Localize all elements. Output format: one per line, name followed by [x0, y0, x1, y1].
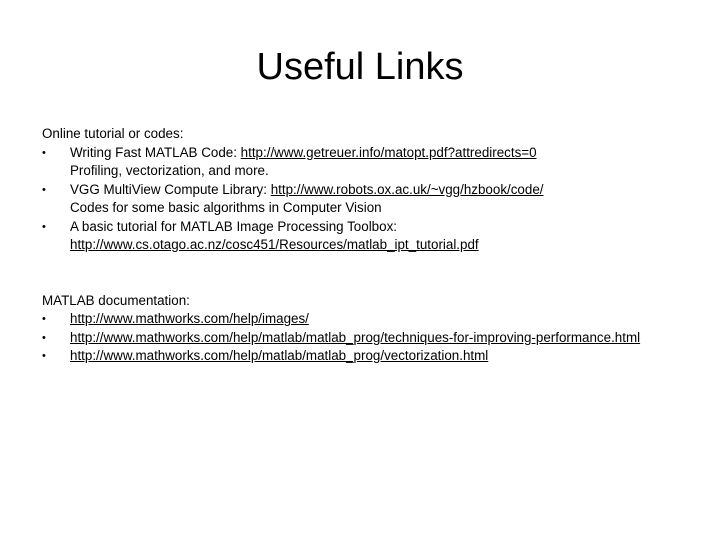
link-mathworks-vectorization[interactable]: http://www.mathworks.com/help/matlab/matlab_prog/vectorization.html	[70, 348, 489, 363]
list-item	[42, 218, 682, 255]
section-heading-documentation: MATLAB documentation:	[42, 292, 190, 308]
item-label: Writing Fast MATLAB Code:	[70, 144, 241, 160]
link-fast-matlab-code[interactable]: http://www.getreuer.info/matopt.pdf?attredirects=0	[240, 144, 537, 160]
slide-title: Useful Links	[256, 46, 464, 88]
documentation-list	[42, 310, 682, 366]
bullet-icon: •	[42, 350, 46, 362]
bullet-icon: •	[42, 220, 46, 233]
link-vgg-library[interactable]: http://www.robots.ox.ac.uk/~vgg/hzbook/code/	[270, 181, 544, 197]
bullet-icon: •	[42, 313, 46, 325]
bullet-icon: •	[42, 146, 46, 159]
section-heading-tutorials: Online tutorial or codes:	[42, 126, 184, 141]
link-matlab-ipt-tutorial[interactable]: http://www.cs.otago.ac.nz/cosc451/Resources/matlab_ipt_tutorial.pdf	[70, 237, 479, 252]
bullet-icon: •	[42, 331, 46, 344]
bullet-icon: •	[42, 183, 46, 196]
list-item	[42, 347, 682, 366]
list-item	[42, 329, 682, 348]
list-item	[42, 181, 682, 218]
list-item	[42, 310, 682, 329]
item-label: VGG MultiView Compute Library:	[70, 181, 271, 197]
item-note: Codes for some basic algorithms in Computer Vision	[70, 200, 382, 215]
link-mathworks-performance[interactable]: http://www.mathworks.com/help/matlab/matlab_prog/techniques-for-improving-performance.html	[70, 329, 641, 345]
list-item	[42, 144, 682, 181]
link-mathworks-images[interactable]: http://www.mathworks.com/help/images/	[70, 311, 309, 326]
tutorials-list	[42, 144, 682, 255]
slide-content	[42, 125, 682, 366]
item-label: A basic tutorial for MATLAB Image Processing Toolbox:	[70, 218, 397, 234]
item-note: Profiling, vectorization, and more.	[70, 163, 269, 178]
